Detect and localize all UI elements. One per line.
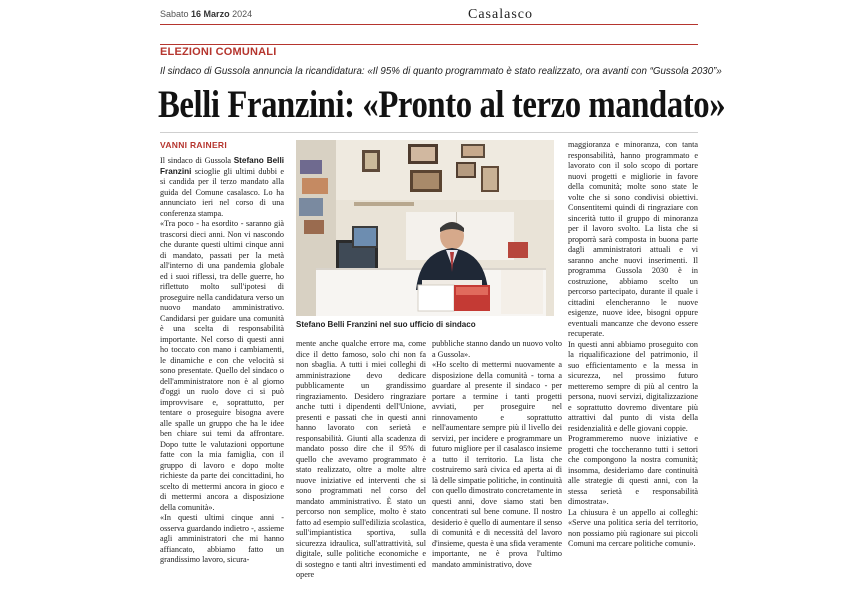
kicker-rule	[160, 44, 698, 45]
lead-name: Stefano Belli Franzini	[160, 156, 284, 176]
headline: Belli Franzini: «Pronto al terzo mandato»	[158, 83, 726, 126]
issue-year: 2024	[232, 9, 253, 19]
lead-rest: scioglie gli ultimi dubbi e si candida per il terzo mandato alla guida del Comune casalasco. Lo ha annunciato ieri nel corso di una conferenza stampa.	[160, 166, 284, 218]
article-column-4	[568, 140, 698, 592]
paragraph: «Ho scelto di mettermi nuovamente a disposizione della comunità - torna a guardare al presente il sindaco - per portare a termine i tanti progetti avviati, per proseguire nel rinnovamento e soprattutto nell'aumentare sempre più il livello dei servizi, per incidere e programmare un futuro migliore per il casalasco insieme a tutto il territorio. La lista che costruiremo sarà civica ed aperta ai di là delle simpatie politiche, in continuità con quello dimostrato concretamente in questi anni, dove siamo stati ben concentrati sul bene comune. Il nostro desiderio è quello di aumentare il senso di comunità e di necessità del lavoro d'insieme, questa è una sfida veramente importante, ne è prova l'ultimo mandato amministrativo, dove	[432, 360, 562, 569]
photo-caption: Stefano Belli Franzini nel suo ufficio di sindaco	[296, 320, 476, 329]
lead-paragraph	[160, 156, 284, 219]
byline: VANNI RAINERI	[160, 140, 228, 150]
paragraph: pubbliche stanno dando un nuovo volto a Gussola».	[432, 339, 562, 359]
paragraph: Programmeremo nuove iniziative e progetti che toccheranno tutti i settori che compongono la nostra comunità; insomma, desideriamo dare continuità alle strategie di questi anni, con la stessa serietà e responsabilità dimostrata».	[568, 434, 698, 506]
paragraph: In questi anni abbiamo proseguito con la riqualificazione del patrimonio, il suo efficientamento e la messa in sicurezza, nel prossimo futuro metteremo sempre di più al centro la persona, nuovi servizi, digitalizzazione e soprattutto dovremo diventare più attrattivi dal punto di vista della residenzialità e delle giovani coppie.	[568, 339, 698, 433]
paragraph: maggioranza e minoranza, con tanta responsabilità, hanno programmato e lavorato con il solo scopo di portare nuovi progetti e migliorie in favore della comunità; molte sono state le volte che si sono condivisi obiettivi. Consentitemi quindi di ringraziare con sincerità tutto il gruppo di minoranza per il lavoro svolto. La lista che si proporrà sarà composta in buona parte dagli amministratori attuali e vi saranno anche nuovi inserimenti. Il programma Gussola 2030 è in costruzione, abbiamo scelto un percorso partecipato, durante il quale i cittadini elencheranno le nuove esigenze, nuove idee, bisogni oppure eventuali mancanze che devono essere recuperate.	[568, 140, 698, 338]
paragraph: «In questi ultimi cinque anni - osserva guardando indietro -, assieme agli amministratori che mi hanno affiancato, abbiamo fatto un grandissimo lavoro, sicura-	[160, 513, 284, 564]
photo-office-scene	[296, 140, 554, 316]
subheadline: Il sindaco di Gussola annuncia la ricandidatura: «Il 95% di quanto programmato è stato realizzato, ora avanti con “Gussola 2030”»	[160, 65, 722, 77]
article-photo	[296, 140, 554, 316]
paragraph: La chiusura è un appello ai colleghi: «Serve una politica seria del territorio, non possiamo più ragionare sui piccoli Comuni ma cercare politiche comuni».	[568, 507, 698, 548]
paragraph: «Tra poco - ha esordito - saranno già trascorsi dieci anni. Non vi nascondo che durante questi ultimi cinque anni di mandato, passati per la metà all'interno di una pandemia globale ed i suoi riflessi, tra delle guerre, ho riflettuto molto sull'ipotesi di proseguire nella candidatura verso un nuovo mandato amministrativo. Candidarsi per guidare una comunità è una scelta di responsabilità importante. Nel corso di questi anni ho toccato con mano i cambiamenti, le dinamiche e con che velocità si sono presentate. Quello del sindaco o dell'amministratore non è al giorno d'oggi un ruolo dove ci si può improvvisare e, soprattutto, per tentare o proseguire bisogna avere alle spalle un gruppo che ha le idee ben chiare sui temi da affrontare. Dopo tutte le valutazioni opportune fatte con la mia famiglia, con il gruppo di lavoro e dopo molte richieste da parte dei concittadini, ho scelto di mettermi ancora in gioco e di mettermi ancora a disposizione della comunità».	[160, 219, 284, 512]
section-title: Casalasco	[468, 7, 533, 22]
lead-prefix: Il sindaco di Gussola	[160, 156, 234, 165]
article-column-1	[160, 156, 284, 592]
headline-divider	[160, 132, 698, 133]
article-column-3	[432, 339, 562, 592]
page-header	[160, 7, 698, 25]
article-column-2	[296, 339, 426, 592]
paragraph: mente anche qualche errore ma, come dice il detto famoso, solo chi non fa non sbaglia. A tutti i miei colleghi di amministrazione devo dedicare pubblicamente un grandissimo ringraziamento. Desidero ringraziare anche tutti i dipendenti dell'Unione, presenti e passati che in questi anni hanno lavorato con serietà e responsabilità. Giunti alla scadenza di mandato posso dire che il 95% di quello che avevamo programmato è stato realizzato, oltre a molte altre nuove iniziative ed interventi che si sono programmati nel corso del mandato amministrativo. È stato un percorso non semplice, molto è stato fatto ad esempio sull'edilizia scolastica, sull'impiantistica sportiva, sulla sicurezza idraulica, sull'attrattività, sul digitale, sulle politiche economiche e di sostegno e tanti altri investimenti ed opere	[296, 339, 426, 579]
kicker: ELEZIONI COMUNALI	[160, 46, 277, 58]
issue-day-month: 16 Marzo	[191, 9, 230, 19]
issue-day: Sabato	[160, 9, 189, 19]
issue-date	[160, 9, 252, 19]
